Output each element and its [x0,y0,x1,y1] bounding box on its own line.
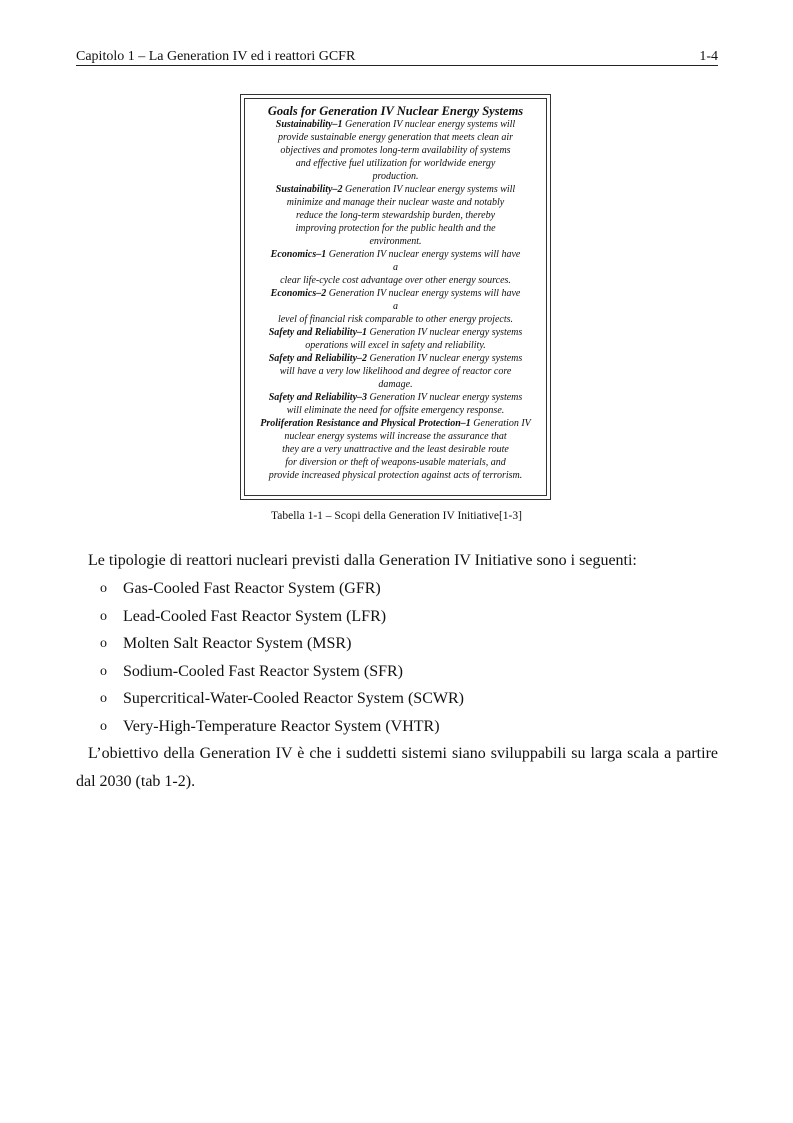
bullet-icon: o [100,608,107,624]
list-item: o Very-High-Temperature Reactor System (VHTR) [100,713,464,741]
goal-line: a [393,301,398,312]
goal-line: Safety and Reliability–2 Generation IV nuclear energy systems [268,353,523,364]
goal-line: operations will excel in safety and reliability. [305,340,486,351]
goal-label: Economics–2 [270,288,327,299]
goal-line: they are a very unattractive and the least desirable route [282,444,509,455]
running-header [76,49,718,66]
goal-line: Safety and Reliability–1 Generation IV nuclear energy systems [268,327,523,338]
goal-line: improving protection for the public health and the [295,223,496,234]
goal-line: objectives and promotes long-term availability of systems [280,145,511,156]
goal-line: provide sustainable energy generation that meets clean air [277,132,514,143]
goal-line: provide increased physical protection against acts of terrorism. [268,470,523,481]
goal-line: damage. [378,379,413,390]
list-item: o Lead-Cooled Fast Reactor System (LFR) [100,603,464,631]
goals-figure-frame [240,94,551,500]
bullet-icon: o [100,691,107,707]
goal-line: Economics–2 Generation IV nuclear energy systems will have [270,288,521,299]
goal-label: Safety and Reliability–3 [268,392,368,403]
goal-label: Safety and Reliability–2 [268,353,368,364]
closing-paragraph: L’obiettivo della Generation IV è che i suddetti sistemi siano sviluppabili su larga scala a partire dal 2030 (tab 1-2). [76,745,718,790]
goal-line: will have a very low likelihood and degree of reactor core [279,366,512,377]
table-caption: Tabella 1-1 – Scopi della Generation IV Initiative[1-3] [271,510,522,522]
reactor-list [100,575,464,741]
goals-list [245,118,546,482]
goal-line: Proliferation Resistance and Physical Protection–1 Generation IV [260,418,531,429]
page-number: 1-4 [699,49,718,64]
goal-label: Sustainability–2 [275,184,343,195]
list-item: o Supercritical-Water-Cooled Reactor System (SCWR) [100,685,464,713]
goal-line: environment. [369,236,422,247]
goal-line: Sustainability–1 Generation IV nuclear energy systems will [275,119,516,130]
goal-label: Sustainability–1 [275,119,343,130]
goal-line: nuclear energy systems will increase the assurance that [284,431,507,442]
goal-line: production. [372,171,419,182]
goal-line: Economics–1 Generation IV nuclear energy systems will have [270,249,521,260]
goal-label: Economics–1 [270,249,327,260]
goal-line: a [393,262,398,273]
goals-figure [244,98,547,496]
bullet-icon: o [100,663,107,679]
goal-line: clear life-cycle cost advantage over other energy sources. [280,275,511,286]
goal-label: Proliferation Resistance and Physical Protection–1 [260,418,471,429]
bullet-icon: o [100,718,107,734]
goal-line: will eliminate the need for offsite emergency response. [286,405,505,416]
goal-label: Safety and Reliability–1 [268,327,368,338]
goal-line: minimize and manage their nuclear waste and notably [286,197,505,208]
goal-line: for diversion or theft of weapons-usable materials, and [285,457,506,468]
goal-line: level of financial risk comparable to other energy projects. [277,314,514,325]
goal-line: Sustainability–2 Generation IV nuclear energy systems will [275,184,516,195]
intro-paragraph: Le tipologie di reattori nucleari previsti dalla Generation IV Initiative sono i seguenti: [88,552,637,569]
chapter-title: Capitolo 1 – La Generation IV ed i reattori GCFR [76,49,356,64]
bullet-icon: o [100,636,107,652]
list-item: o Gas-Cooled Fast Reactor System (GFR) [100,575,464,603]
goal-line: reduce the long-term stewardship burden, thereby [295,210,496,221]
bullet-icon: o [100,581,107,596]
goal-line: and effective fuel utilization for worldwide energy [295,158,496,169]
list-item: o Molten Salt Reactor System (MSR) [100,630,464,658]
figure-title: Goals for Generation IV Nuclear Energy Systems [267,104,524,118]
goal-line: Safety and Reliability–3 Generation IV nuclear energy systems [268,392,523,403]
list-item: o Sodium-Cooled Fast Reactor System (SFR) [100,658,464,686]
